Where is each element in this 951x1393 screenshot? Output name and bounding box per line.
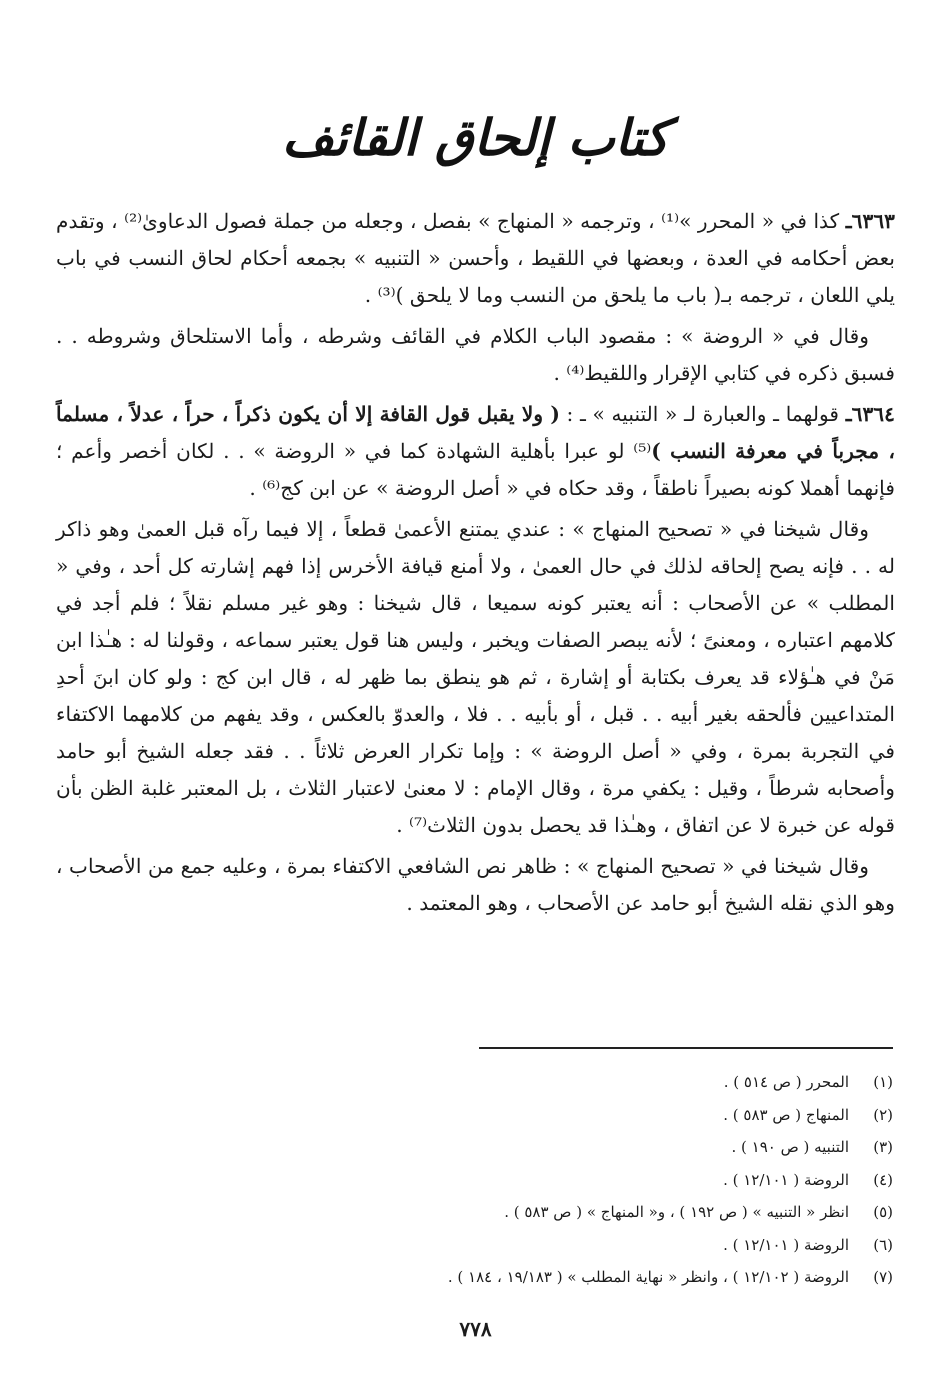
paragraph-text: وقال في « الروضة » : مقصود الباب الكلام في القائف وشرطه ، وأما الاستلحاق وشروطه . . فسبق ذكره في كتابي الإقرار واللقيط⁽⁴⁾ . bbox=[56, 324, 895, 385]
footnote-item bbox=[63, 1229, 893, 1262]
footnote-number: (٦) bbox=[873, 1235, 893, 1254]
footnote-item bbox=[63, 1131, 893, 1164]
paragraph-lead: قولهما ـ والعبارة لـ « التنبيه » ـ : bbox=[559, 402, 846, 426]
footnote-item bbox=[63, 1099, 893, 1132]
footnote-text: الروضة ( ١٢/١٠١ ) . bbox=[723, 1235, 849, 1254]
entry-number: ٦٣٦٤ـ bbox=[845, 402, 895, 426]
footnote-number: (٥) bbox=[873, 1203, 893, 1221]
paragraph-text: وقال شيخنا في « تصحيح المنهاج » : عندي يمتنع الأعمىٰ قطعاً ، إلا فيما رآه قبل العمىٰ وهو ذاكر له . . فإنه يصح إلحاقه لذلك في حال العمىٰ ، ولا أمنع قيافة الأخرس إذا فهم إشارته كل أحد ، وفي « المطلب » عن الأصحاب : أنه يعتبر كونه سميعا ، قال شيخنا : وهو غير مسلم نقلاً ؛ فلم أجد في كلامهم اعتباره ، ومعنىً ؛ لأنه يبصر الصفات ويخبر ، وليس هنا قول يعتبر سماعه ، وقولنا له : هـٰذا ابن مَنْ في هـٰؤلاء قد يعرف بكتابة أو إشارة ، ثم هو ينطق بما ظهر له ، قال ابن كج : ولو كان ابنَ أحدِ المتداعيين فألحقه بغير أبيه . . قبل ، أو بأبيه . . فلا ، والعدوّ بالعكس ، وقد يفهم من كلامهما الاكتفاء في التجربة بمرة ، وفي « أصل الروضة » : وإما تكرار العرض ثلاثاً . . فقد جعله الشيخ أبو حامد وأصحابه شرطاً ، وقيل : يكفي مرة ، وقال الإمام : لا معنىٰ لاعتبار الثلاث ، بل المعتبر غلبة الظن بأن قوله عن خبرة لا عن اتفاق ، وهـٰذا قد يحصل بدون الثلاث⁽⁷⁾ . bbox=[56, 517, 895, 837]
footnote-text: الروضة ( ١٢/١٠١ ) . bbox=[723, 1170, 849, 1189]
footnote-item bbox=[63, 1066, 893, 1099]
footnote-text: انظر « التنبيه » ( ص ١٩٢ ) ، و« المنهاج » ( ص ٥٨٣ ) . bbox=[504, 1203, 849, 1221]
footnote-item bbox=[63, 1261, 893, 1294]
footnote-number: (٢) bbox=[873, 1105, 893, 1124]
footnote-text: المنهاج ( ص ٥٨٣ ) . bbox=[723, 1105, 849, 1124]
footnotes bbox=[63, 1066, 893, 1294]
paragraph-shaykh-1 bbox=[56, 511, 895, 844]
footnote-number: (٤) bbox=[873, 1170, 893, 1189]
paragraph-shaykh-2 bbox=[56, 848, 895, 922]
paragraph-rawda bbox=[56, 318, 895, 392]
paragraph-6364 bbox=[56, 396, 895, 507]
main-text bbox=[56, 203, 895, 922]
chapter-title: كتاب إلحاق القائف bbox=[282, 108, 669, 167]
footnote-text: التنبيه ( ص ١٩٠ ) . bbox=[731, 1138, 849, 1156]
page-number: ٧٧٨ bbox=[459, 1317, 492, 1341]
paragraph-tail: ⁽⁵⁾ لو عبرا بأهلية الشهادة كما في « الروضة » . . لكان أخصر وأعم ؛ فإنهما أهملا كونه بصيراً ناطقاً ، وقد حكاه في « أصل الروضة » عن ابن كج⁽⁶⁾ . bbox=[56, 439, 895, 500]
footnote-number: (٣) bbox=[873, 1138, 893, 1156]
footnote-text: المحرر ( ص ٥١٤ ) . bbox=[723, 1073, 849, 1091]
footnote-item bbox=[63, 1164, 893, 1197]
footnote-item bbox=[63, 1196, 893, 1229]
entry-number: ٦٣٦٣ـ bbox=[845, 209, 896, 233]
footnote-number: (٧) bbox=[873, 1268, 893, 1286]
footnote-text: الروضة ( ١٢/١٠٢ ) ، وانظر « نهاية المطلب » ( ١٩/١٨٣ ، ١٨٤ ) . bbox=[447, 1268, 849, 1286]
quoted-text: ( ولا يقبل قول القافة إلا أن يكون ذكراً ، حراً ، عدلاً ، مسلماً ، مجرباً في معرفة النسب ) bbox=[56, 402, 895, 463]
paragraph-text: وقال شيخنا في « تصحيح المنهاج » : ظاهر نص الشافعي الاكتفاء بمرة ، وعليه جمع من الأصحاب ، وهو الذي نقله الشيخ أبو حامد عن الأصحاب ، وهو المعتمد . bbox=[56, 854, 895, 915]
paragraph-text: كذا في « المحرر »⁽¹⁾ ، وترجمه « المنهاج » بفصل ، وجعله من جملة فصول الدعاوىٰ⁽²⁾ ، وتقدم بعض أحكامه في العدة ، وبعضها في اللقيط ، وأحسن « التنبيه » بجمعه أحكام لحاق النسب في باب يلي اللعان ، ترجمه بـ( باب ما يلحق من النسب وما لا يلحق )⁽³⁾ . bbox=[56, 209, 895, 307]
paragraph-6363 bbox=[56, 203, 895, 314]
footnote-number: (١) bbox=[873, 1073, 893, 1091]
footnote-divider bbox=[479, 1047, 893, 1049]
